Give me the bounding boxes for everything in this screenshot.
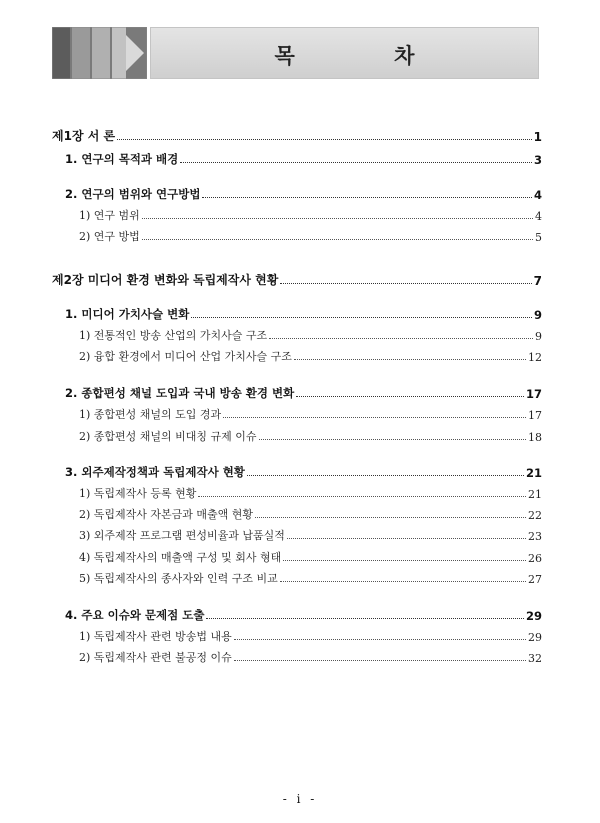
- toc-entry-label: 1. 미디어 가치사슬 변화: [65, 307, 190, 321]
- dot-leader: [280, 581, 526, 582]
- dot-leader: [180, 162, 532, 163]
- toc-entry-page: 17: [525, 387, 542, 401]
- toc-entry-label: 1) 연구 범위: [79, 209, 140, 222]
- toc-subsection[interactable]: [52, 547, 542, 565]
- dot-leader: [255, 517, 526, 518]
- toc-entry-page: 7: [533, 274, 542, 288]
- toc-entry-label: 1) 독립제작사 관련 방송법 내용: [79, 630, 232, 643]
- toc-subsection[interactable]: [52, 325, 542, 343]
- toc-entry-page: 29: [528, 631, 542, 644]
- toc-section-2-3[interactable]: [52, 462, 542, 480]
- page-number: - i -: [282, 792, 318, 806]
- toc-section-2-1[interactable]: [52, 304, 542, 322]
- striped-blocks-arrow-icon: [52, 27, 147, 79]
- toc-entry-label: 5) 독립제작사의 종사자와 인력 구조 비교: [79, 572, 278, 585]
- dot-leader: [117, 139, 532, 140]
- toc-entry-page: 12: [528, 351, 542, 364]
- toc-entry-page: 4: [533, 188, 542, 202]
- toc-entry-label: 4) 독립제작사의 매출액 구성 및 회사 형태: [79, 551, 282, 564]
- dot-leader: [206, 618, 524, 619]
- dot-leader: [198, 496, 526, 497]
- toc-entry-label: 2. 종합편성 채널 도입과 국내 방송 환경 변화: [65, 386, 295, 400]
- toc-section-1-2[interactable]: [52, 184, 542, 202]
- toc-entry-page: 3: [533, 153, 542, 167]
- page-title: 목 차: [274, 43, 461, 68]
- toc-entry-page: 26: [528, 552, 542, 565]
- dot-leader: [247, 475, 524, 476]
- toc-subsection[interactable]: [52, 647, 542, 665]
- toc-entry-page: 9: [535, 330, 542, 343]
- dot-leader: [234, 660, 526, 661]
- toc-entry-page: 21: [528, 488, 542, 501]
- toc-entry-page: 23: [528, 530, 542, 543]
- dot-leader: [191, 317, 532, 318]
- toc-subsection[interactable]: [52, 426, 542, 444]
- toc-entry-page: 9: [533, 308, 542, 322]
- toc-entry-page: 22: [528, 509, 542, 522]
- toc-entry-page: 4: [535, 210, 542, 223]
- toc-entry-label: 2. 연구의 범위와 연구방법: [65, 187, 201, 201]
- dot-leader: [223, 417, 526, 418]
- dot-leader: [202, 197, 532, 198]
- dot-leader: [142, 218, 533, 219]
- dot-leader: [234, 639, 526, 640]
- toc-chapter-2[interactable]: [52, 270, 542, 288]
- dot-leader: [287, 538, 526, 539]
- toc-subsection[interactable]: [52, 346, 542, 364]
- toc-entry-label: 2) 종합편성 채널의 비대칭 규제 이슈: [79, 430, 257, 443]
- toc-entry-label: 제2장 미디어 환경 변화와 독립제작사 현황: [52, 273, 279, 287]
- dot-leader: [142, 239, 533, 240]
- title-box: [150, 27, 539, 79]
- dot-leader: [269, 338, 533, 339]
- toc-entry-label: 2) 연구 방법: [79, 230, 140, 243]
- toc-section-1-1[interactable]: [52, 149, 542, 167]
- dot-leader: [294, 359, 526, 360]
- toc-subsection[interactable]: [52, 626, 542, 644]
- toc-entry-label: 1. 연구의 목적과 배경: [65, 152, 179, 166]
- toc-subsection[interactable]: [52, 404, 542, 422]
- toc-entry-label: 제1장 서 론: [52, 129, 116, 143]
- toc-entry-page: 32: [528, 652, 542, 665]
- toc-entry-label: 1) 종합편성 채널의 도입 경과: [79, 408, 222, 421]
- toc-entry-page: 21: [525, 466, 542, 480]
- toc-section-2-4[interactable]: [52, 605, 542, 623]
- toc-header-banner: [52, 27, 539, 79]
- toc-entry-page: 1: [533, 130, 542, 144]
- toc-entry-label: 1) 독립제작사 등록 현황: [79, 487, 197, 500]
- toc-entry-label: 3) 외주제작 프로그램 편성비율과 납품실적: [79, 529, 285, 542]
- toc-subsection[interactable]: [52, 504, 542, 522]
- toc-subsection[interactable]: [52, 568, 542, 586]
- toc-entry-page: 18: [528, 431, 542, 444]
- toc-entry-page: 27: [528, 573, 542, 586]
- dot-leader: [296, 396, 524, 397]
- toc-entry-label: 2) 독립제작사 관련 불공정 이슈: [79, 651, 232, 664]
- toc-entry-label: 4. 주요 이슈와 문제점 도출: [65, 608, 205, 622]
- toc-entry-label: 1) 전통적인 방송 산업의 가치사슬 구조: [79, 329, 268, 342]
- dot-leader: [280, 283, 531, 284]
- dot-leader: [283, 560, 526, 561]
- toc-subsection[interactable]: [52, 205, 542, 223]
- toc-entry-label: 2) 융합 환경에서 미디어 산업 가치사슬 구조: [79, 350, 292, 363]
- toc-entry-page: 29: [525, 609, 542, 623]
- toc-subsection[interactable]: [52, 226, 542, 244]
- toc-entry-page: 5: [535, 231, 542, 244]
- dot-leader: [259, 439, 526, 440]
- toc-entry-label: 2) 독립제작사 자본금과 매출액 현황: [79, 508, 254, 521]
- toc-subsection[interactable]: [52, 483, 542, 501]
- toc-chapter-1[interactable]: [52, 126, 542, 144]
- toc-subsection[interactable]: [52, 525, 542, 543]
- toc-entry-label: 3. 외주제작정책과 독립제작사 현황: [65, 465, 245, 479]
- toc-section-2-2[interactable]: [52, 383, 542, 401]
- toc-entry-page: 17: [528, 409, 542, 422]
